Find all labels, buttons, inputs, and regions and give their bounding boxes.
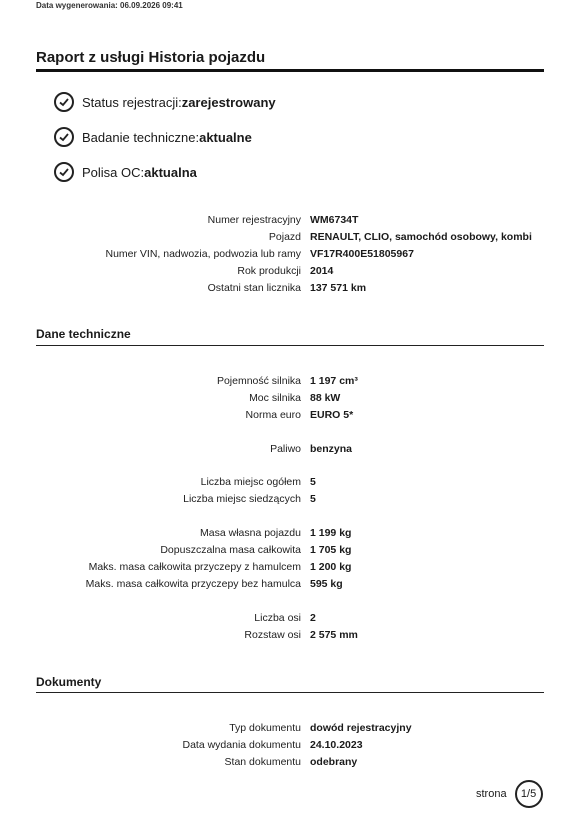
tech-row: [0, 407, 587, 424]
tech-label: Liczba miejsc siedzących: [183, 493, 301, 505]
tech-value: 5: [310, 476, 316, 488]
tech-row: [0, 474, 587, 491]
page-indicator[interactable]: 1/5: [515, 780, 543, 808]
doc-row: [0, 720, 587, 737]
tech-row: [0, 559, 587, 576]
tech-value: EURO 5*: [310, 409, 354, 421]
tech-label: Pojemność silnika: [216, 375, 301, 387]
tech-label: Moc silnika: [249, 392, 301, 404]
status-value: aktualne: [199, 129, 252, 145]
doc-value: 24.10.2023: [310, 739, 363, 751]
tech-label: Liczba osi: [254, 612, 301, 624]
tech-label: Norma euro: [245, 409, 301, 421]
status-value: zarejestrowany: [181, 94, 276, 110]
info-value: 137 571 km: [310, 282, 367, 294]
status-value: aktualna: [144, 164, 197, 180]
tech-value: 88 kW: [310, 392, 341, 404]
info-label: Numer VIN, nadwozia, podwozia lub ramy: [105, 248, 301, 260]
tech-row: [0, 525, 587, 542]
tech-value: 1 200 kg: [310, 561, 352, 573]
tech-value: 1 199 kg: [310, 527, 352, 539]
info-value: RENAULT, CLIO, samochód osobowy, kombi: [310, 231, 532, 243]
doc-label: Typ dokumentu: [229, 722, 301, 734]
section-divider: [36, 345, 544, 346]
doc-row: [0, 754, 587, 771]
info-label: Rok produkcji: [237, 265, 301, 277]
tech-label: Rozstaw osi: [244, 629, 301, 641]
info-row: [0, 212, 587, 229]
tech-label: Masa własna pojazdu: [200, 527, 301, 539]
section-title-docs: Dokumenty: [36, 675, 102, 689]
tech-row: [0, 542, 587, 559]
status-registration: [54, 92, 276, 112]
tech-row: [0, 627, 587, 644]
info-label: Numer rejestracyjny: [207, 214, 301, 226]
info-row: [0, 263, 587, 280]
info-value: WM6734T: [310, 214, 359, 226]
status-label: Status rejestracji:: [82, 94, 182, 110]
tech-row: [0, 390, 587, 407]
doc-row: [0, 737, 587, 754]
info-value: VF17R400E51805967: [310, 248, 414, 260]
status-label: Polisa OC:: [82, 164, 145, 180]
tech-value: 1 197 cm³: [310, 375, 358, 387]
info-row: [0, 246, 587, 263]
doc-label: Data wydania dokumentu: [182, 739, 301, 751]
page-title: Raport z usługi Historia pojazdu: [36, 49, 266, 66]
doc-value: dowód rejestracyjny: [310, 722, 412, 734]
info-value: 2014: [310, 265, 334, 277]
tech-row: [0, 576, 587, 593]
status-insurance: [54, 162, 197, 182]
info-row: [0, 229, 587, 246]
title-divider: [36, 69, 544, 72]
status-inspection: [54, 127, 252, 147]
check-circle-icon: [54, 92, 74, 112]
check-circle-icon: [54, 162, 74, 182]
tech-row: [0, 610, 587, 627]
info-label: Ostatni stan licznika: [207, 282, 301, 294]
section-title-tech: Dane techniczne: [36, 327, 131, 341]
tech-value: 2 575 mm: [310, 629, 358, 641]
check-circle-icon: [54, 127, 74, 147]
generated-date: Data wygenerowania: 06.09.2026 09:41: [36, 1, 183, 10]
doc-label: Stan dokumentu: [224, 756, 301, 768]
section-divider: [36, 692, 544, 693]
tech-row: [0, 491, 587, 508]
tech-label: Paliwo: [270, 443, 301, 455]
doc-value: odebrany: [310, 756, 358, 768]
tech-row: [0, 373, 587, 390]
tech-label: Maks. masa całkowita przyczepy bez hamulca: [85, 578, 301, 590]
status-label: Badanie techniczne:: [82, 129, 200, 145]
tech-value: 5: [310, 493, 316, 505]
tech-value: 1 705 kg: [310, 544, 352, 556]
info-row: [0, 280, 587, 297]
tech-value: 2: [310, 612, 316, 624]
tech-value: benzyna: [310, 443, 353, 455]
tech-label: Liczba miejsc ogółem: [200, 476, 301, 488]
page-label: strona: [476, 788, 507, 800]
pagination: [476, 780, 543, 808]
tech-value: 595 kg: [310, 578, 343, 590]
info-label: Pojazd: [268, 231, 301, 243]
tech-row: [0, 441, 587, 458]
tech-label: Dopuszczalna masa całkowita: [160, 544, 301, 556]
tech-label: Maks. masa całkowita przyczepy z hamulcem: [88, 561, 301, 573]
